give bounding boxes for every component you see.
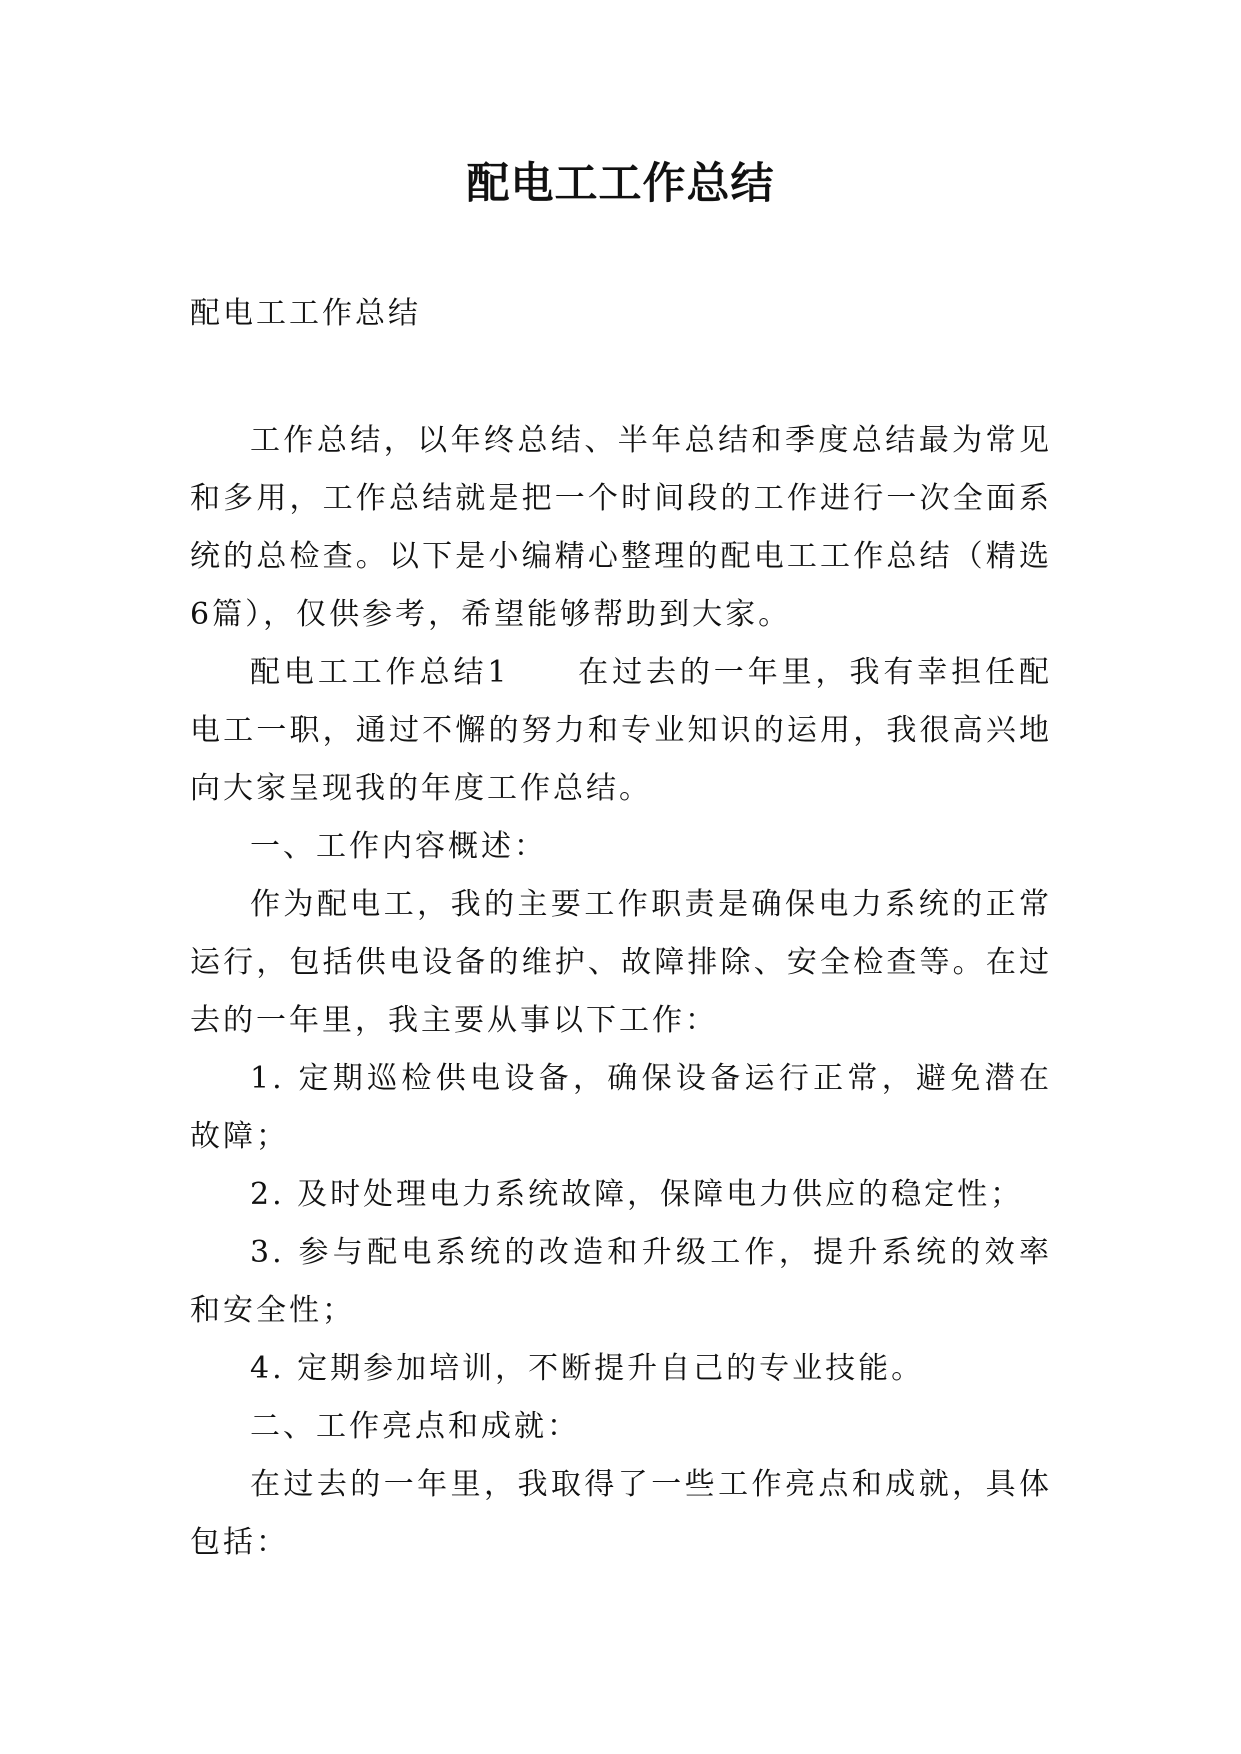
list-item-2: 2. 及时处理电力系统故障，保障电力供应的稳定性； [250, 1177, 1024, 1212]
list-item-3: 3. 参与配电系统的改造和升级工作，提升系统的效率和安全性； [190, 1235, 1052, 1328]
document-subtitle: 配电工工作总结 [190, 296, 421, 331]
paragraph-summary-1-opening: 配电工工作总结1 在过去的一年里，我有幸担任配电工一职，通过不懈的努力和专业知识的运用，我很高兴地向大家呈现我的年度工作总结。 [190, 655, 1052, 806]
paragraph-work-duties: 作为配电工，我的主要工作职责是确保电力系统的正常运行，包括供电设备的维护、故障排除、安全检查等。在过去的一年里，我主要从事以下工作： [190, 887, 1052, 1038]
paragraph-intro: 工作总结，以年终总结、半年总结和季度总结最为常见和多用，工作总结就是把一个时间段的工作进行一次全面系统的总检查。以下是小编精心整理的配电工工作总结（精选6篇），仅供参考，希望能够帮助到大家。 [190, 423, 1052, 632]
list-item-1: 1. 定期巡检供电设备，确保设备运行正常，避免潜在故障； [190, 1061, 1052, 1154]
section-heading-highlights: 二、工作亮点和成就： [250, 1409, 580, 1444]
document-body [190, 412, 1052, 1572]
list-item-4: 4. 定期参加培训，不断提升自己的专业技能。 [250, 1351, 925, 1386]
document-title: 配电工工作总结 [466, 159, 775, 209]
paragraph-highlights-intro: 在过去的一年里，我取得了一些工作亮点和成就，具体包括： [190, 1467, 1052, 1560]
section-heading-work-content: 一、工作内容概述： [250, 829, 547, 864]
